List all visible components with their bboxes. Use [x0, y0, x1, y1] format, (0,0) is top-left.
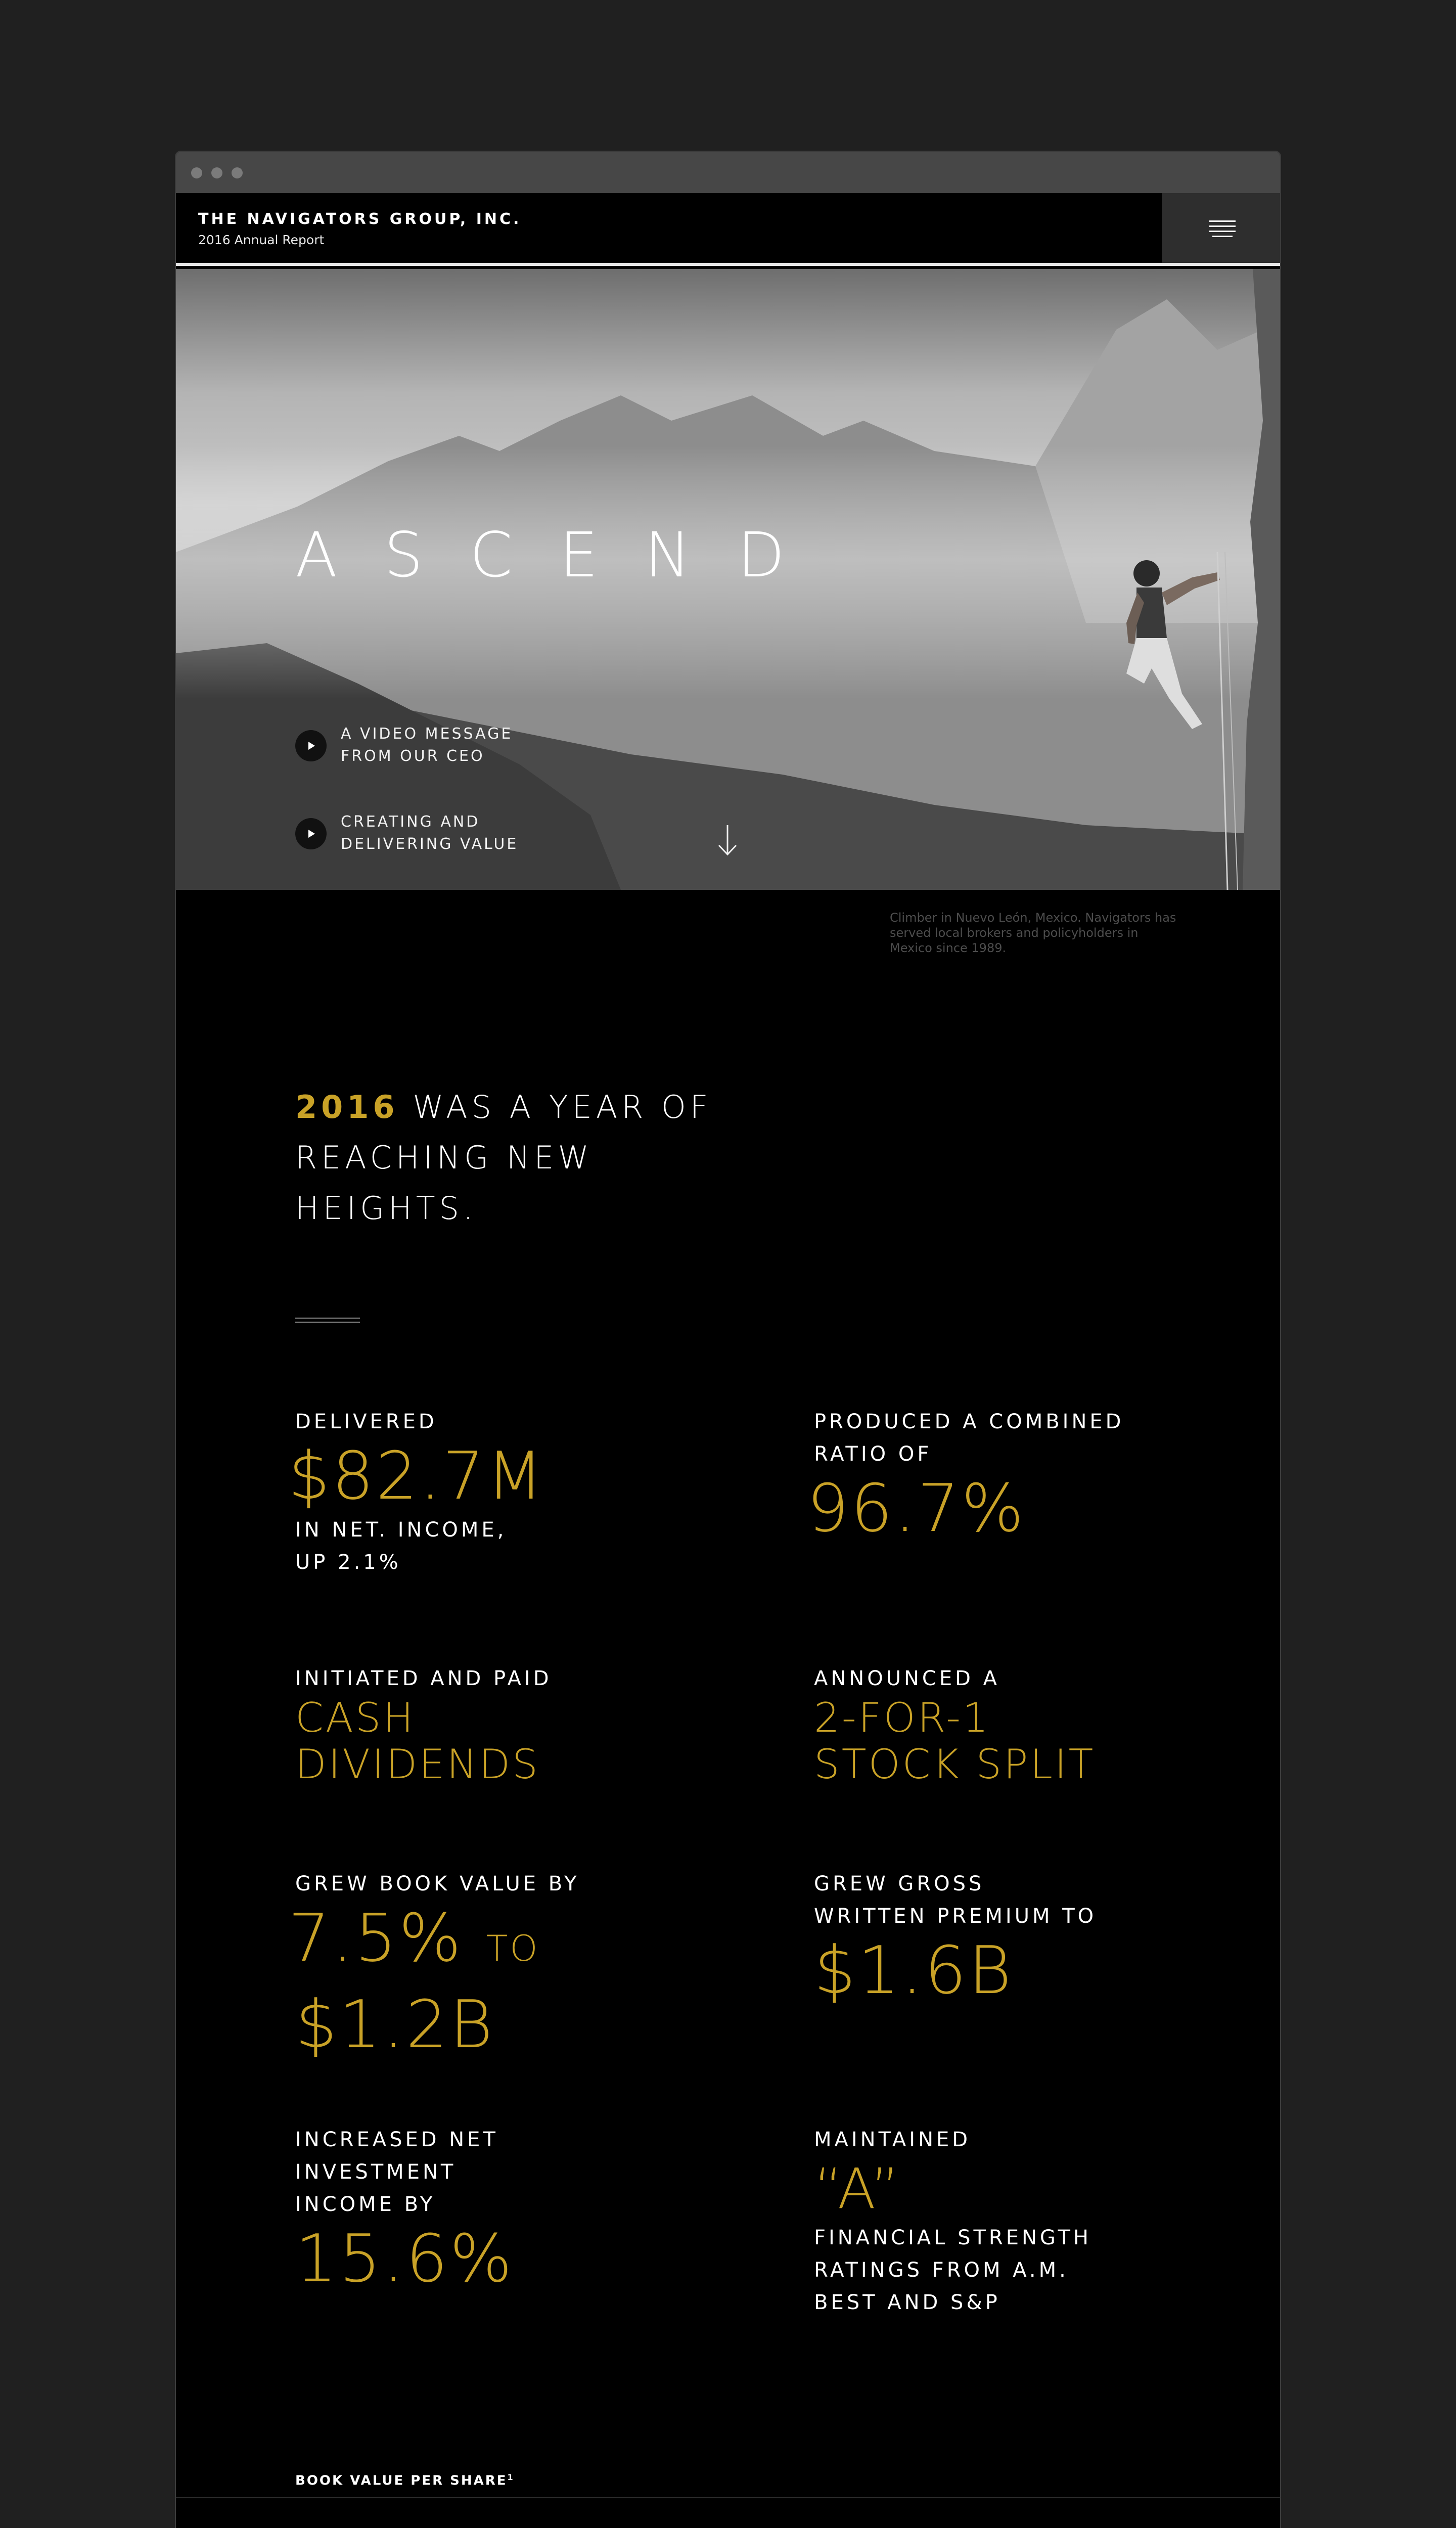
stat-detail: IN NET. INCOME, UP 2.1% — [295, 1518, 507, 1574]
stat-value: “A” — [814, 2156, 902, 2221]
stat-label: ANNOUNCED A — [814, 1667, 1000, 1690]
arrow-down-icon[interactable] — [715, 823, 740, 859]
stat-value: 15.6% — [295, 2220, 514, 2297]
window-dot[interactable] — [211, 167, 222, 178]
photo-caption: Climber in Nuevo León, Mexico. Navigators has served local brokers and policyholders in Mexico since 1989. — [890, 911, 1176, 955]
stat-label: DELIVERED — [295, 1410, 437, 1433]
stat-book-value — [288, 1868, 700, 2063]
chart-title: BOOK VALUE PER SHARE$^1$ — [295, 2472, 515, 2489]
play-icon[interactable] — [295, 818, 327, 849]
video-message-link[interactable] — [295, 723, 578, 774]
stat-value: $82.7M — [288, 1437, 545, 1514]
cta-label[interactable]: CREATING AND DELIVERING VALUE — [341, 813, 519, 853]
cta-label[interactable]: A VIDEO MESSAGE FROM OUR CEO — [341, 725, 513, 765]
stat-value: $1.2B — [295, 1986, 495, 2063]
book-value-chart — [176, 2462, 1280, 2528]
stat-label: INITIATED AND PAID — [295, 1667, 552, 1690]
hamburger-icon — [1209, 220, 1236, 222]
stat-dividends — [295, 1662, 649, 1788]
stat-value: 96.7% — [807, 1470, 1026, 1547]
section-divider — [295, 1318, 360, 1323]
browser-window — [175, 151, 1281, 2528]
intro-year: 2016 — [295, 1089, 399, 1125]
stat-value: $1.6B — [814, 1932, 1014, 2009]
hamburger-icon — [1209, 231, 1236, 232]
stat-investment-income — [295, 2124, 649, 2296]
hero-section — [176, 269, 1280, 890]
site-header — [176, 193, 1280, 266]
value-link[interactable] — [295, 811, 578, 862]
stat-combined-ratio — [807, 1406, 1168, 1547]
chart-plot — [176, 2462, 1281, 2528]
intro-headline — [295, 1082, 750, 1234]
intro-text: WAS A YEAR OF REACHING NEW HEIGHTS. — [295, 1089, 712, 1227]
stat-net-income — [288, 1406, 649, 1578]
stat-value: 7.5% — [288, 1900, 464, 1976]
stat-value: CASH DIVIDENDS — [295, 1694, 540, 1788]
stat-label: PRODUCED A COMBINED RATIO OF — [814, 1410, 1124, 1466]
play-icon[interactable] — [295, 730, 327, 761]
window-dot[interactable] — [232, 167, 243, 178]
report-subtitle: 2016 Annual Report — [198, 233, 325, 247]
stat-connector: TO — [486, 1928, 540, 1969]
hamburger-icon — [1212, 236, 1233, 237]
stat-label: INCREASED NET INVESTMENT INCOME BY — [295, 2128, 498, 2216]
company-name[interactable]: THE NAVIGATORS GROUP, INC. — [198, 210, 522, 228]
window-dot[interactable] — [191, 167, 202, 178]
window-titlebar — [176, 152, 1280, 193]
stat-label: MAINTAINED — [814, 2128, 971, 2151]
menu-button[interactable] — [1162, 193, 1280, 263]
stat-detail: FINANCIAL STRENGTH RATINGS FROM A.M. BEST AND S&P — [814, 2226, 1091, 2314]
stat-gross-premium — [814, 1868, 1168, 2008]
stat-stock-split — [814, 1662, 1168, 1788]
hamburger-icon — [1209, 225, 1236, 227]
stat-value: 2-FOR-1 STOCK SPLIT — [814, 1694, 1096, 1788]
hero-title: ASCEND — [295, 519, 832, 591]
stat-ratings — [814, 2124, 1168, 2319]
stat-label: GREW BOOK VALUE BY — [295, 1872, 580, 1895]
stat-label: GREW GROSS WRITTEN PREMIUM TO — [814, 1872, 1097, 1928]
